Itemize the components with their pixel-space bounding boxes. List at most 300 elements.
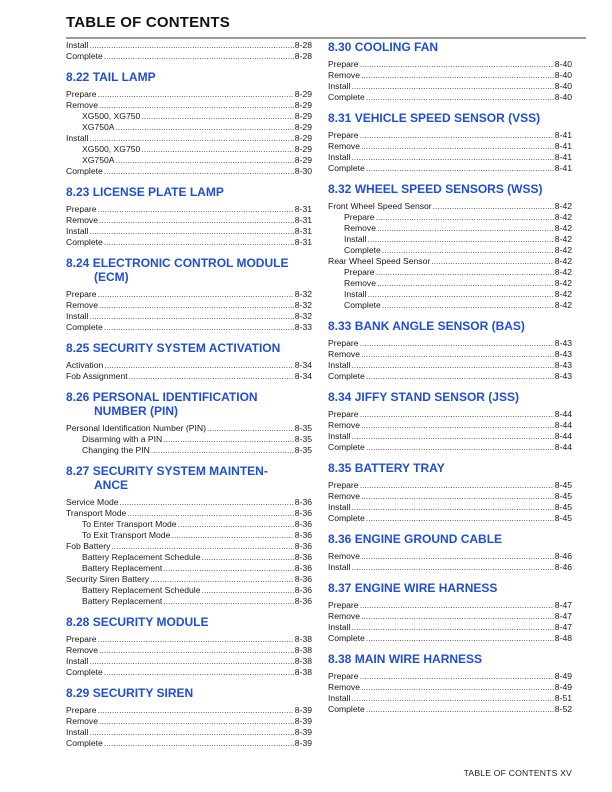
toc-entry-label: Complete bbox=[328, 92, 365, 102]
section-heading[interactable] bbox=[328, 532, 572, 546]
leader-dots bbox=[116, 122, 294, 133]
leader-dots bbox=[104, 322, 294, 333]
toc-entry[interactable] bbox=[66, 445, 312, 456]
leader-dots bbox=[99, 100, 294, 111]
toc-left-column bbox=[66, 40, 312, 749]
toc-entry[interactable] bbox=[66, 508, 312, 519]
toc-entry-page: 8-38 bbox=[294, 645, 312, 655]
toc-entry[interactable] bbox=[66, 155, 312, 166]
section-heading[interactable] bbox=[328, 652, 572, 666]
toc-entry-label: Prepare bbox=[344, 267, 375, 277]
toc-entry-page: 8-44 bbox=[554, 409, 572, 419]
toc-entry-label: XG750A bbox=[82, 122, 115, 132]
toc-entry[interactable] bbox=[66, 656, 312, 667]
leader-dots bbox=[104, 237, 294, 248]
toc-entry-page: 8-36 bbox=[294, 552, 312, 562]
section-title: SECURITY SIREN bbox=[92, 686, 194, 700]
title-divider bbox=[66, 37, 586, 39]
toc-entry-label: Security Siren Battery bbox=[66, 574, 150, 584]
leader-dots bbox=[98, 289, 294, 300]
section-heading[interactable] bbox=[66, 686, 312, 700]
toc-entry[interactable] bbox=[328, 152, 572, 163]
leader-dots bbox=[366, 442, 554, 453]
toc-entry-page: 8-31 bbox=[294, 215, 312, 225]
leader-dots bbox=[163, 563, 294, 574]
toc-entry-label: Activation bbox=[66, 360, 104, 370]
toc-entry[interactable] bbox=[66, 133, 312, 144]
toc-entry-label: Battery Replacement Schedule bbox=[82, 585, 201, 595]
leader-dots bbox=[367, 234, 553, 245]
section-title: WHEEL SPEED SENSORS (WSS) bbox=[354, 182, 543, 196]
toc-entry[interactable] bbox=[66, 371, 312, 382]
leader-dots bbox=[129, 371, 294, 382]
leader-dots bbox=[89, 40, 293, 51]
toc-entry-page: 8-34 bbox=[294, 371, 312, 381]
toc-entry-label: Rear Wheel Speed Sensor bbox=[328, 256, 431, 266]
toc-entry[interactable] bbox=[328, 70, 572, 81]
toc-entry-label: Install bbox=[328, 360, 351, 370]
toc-entry-label: Prepare bbox=[66, 89, 97, 99]
toc-entry-page: 8-39 bbox=[294, 716, 312, 726]
section-number: 8.28 bbox=[66, 615, 90, 629]
toc-entry[interactable] bbox=[66, 667, 312, 678]
toc-entry-page: 8-41 bbox=[554, 152, 572, 162]
toc-entry-page: 8-34 bbox=[294, 360, 312, 370]
toc-entry[interactable] bbox=[66, 226, 312, 237]
page-title: TABLE OF CONTENTS bbox=[66, 14, 230, 31]
toc-entry[interactable] bbox=[328, 622, 572, 633]
toc-section bbox=[66, 390, 312, 456]
section-title: PERSONAL IDENTIFICATION bbox=[92, 390, 258, 404]
toc-entry-label: Remove bbox=[328, 70, 360, 80]
toc-entry-label: Remove bbox=[344, 278, 376, 288]
toc-section bbox=[66, 70, 312, 177]
toc-entry-page: 8-44 bbox=[554, 442, 572, 452]
toc-entry-label: Install bbox=[66, 226, 89, 236]
toc-entry-page: 8-42 bbox=[554, 223, 572, 233]
toc-entry-page: 8-29 bbox=[294, 111, 312, 121]
toc-entry-page: 8-36 bbox=[294, 519, 312, 529]
toc-entry-label: XG750A bbox=[82, 155, 115, 165]
toc-entry[interactable] bbox=[328, 267, 572, 278]
toc-entry-label: Prepare bbox=[328, 480, 359, 490]
section-heading[interactable] bbox=[66, 464, 312, 492]
leader-dots bbox=[351, 622, 553, 633]
toc-entry[interactable] bbox=[66, 634, 312, 645]
toc-entry-label: Complete bbox=[328, 633, 365, 643]
toc-entry-label: Install bbox=[328, 622, 351, 632]
toc-entry-page: 8-43 bbox=[554, 338, 572, 348]
leader-dots bbox=[376, 212, 554, 223]
toc-entry-page: 8-42 bbox=[554, 201, 572, 211]
toc-section bbox=[328, 581, 572, 644]
toc-entry-label: Install bbox=[328, 431, 351, 441]
toc-entry[interactable] bbox=[328, 349, 572, 360]
toc-entry[interactable] bbox=[328, 141, 572, 152]
toc-entry-label: Remove bbox=[66, 645, 98, 655]
toc-entry-page: 8-36 bbox=[294, 541, 312, 551]
leader-dots bbox=[111, 541, 293, 552]
toc-entry[interactable] bbox=[66, 574, 312, 585]
toc-entry[interactable] bbox=[328, 633, 572, 644]
toc-entry[interactable] bbox=[328, 409, 572, 420]
leader-dots bbox=[141, 144, 294, 155]
toc-entry-label: Front Wheel Speed Sensor bbox=[328, 201, 432, 211]
toc-entry-page: 8-36 bbox=[294, 596, 312, 606]
toc-entry-label: Transport Mode bbox=[66, 508, 127, 518]
leader-dots bbox=[207, 423, 294, 434]
toc-entry-label: Prepare bbox=[328, 600, 359, 610]
toc-entry-page: 8-52 bbox=[554, 704, 572, 714]
section-title: ENGINE GROUND CABLE bbox=[354, 532, 503, 546]
leader-dots bbox=[99, 645, 294, 656]
section-heading[interactable] bbox=[66, 70, 312, 84]
section-number: 8.34 bbox=[328, 390, 352, 404]
section-title: ELECTRONIC CONTROL MODULE bbox=[92, 256, 289, 270]
toc-entry-page: 8-47 bbox=[554, 611, 572, 621]
leader-dots bbox=[360, 671, 554, 682]
toc-entry-page: 8-44 bbox=[554, 431, 572, 441]
section-number: 8.22 bbox=[66, 70, 90, 84]
toc-entry[interactable] bbox=[66, 434, 312, 445]
leader-dots bbox=[98, 89, 294, 100]
toc-entry-page: 8-39 bbox=[294, 727, 312, 737]
toc-entry[interactable] bbox=[328, 491, 572, 502]
toc-entry[interactable] bbox=[66, 519, 312, 530]
toc-entry-label: Remove bbox=[66, 215, 98, 225]
toc-entry[interactable] bbox=[66, 166, 312, 177]
leader-dots bbox=[98, 705, 294, 716]
leader-dots bbox=[361, 70, 554, 81]
toc-entry[interactable] bbox=[66, 111, 312, 122]
section-heading[interactable] bbox=[328, 40, 572, 54]
toc-entry[interactable] bbox=[66, 585, 312, 596]
toc-entry[interactable] bbox=[328, 234, 572, 245]
toc-entry-page: 8-29 bbox=[294, 89, 312, 99]
toc-entry[interactable] bbox=[66, 530, 312, 541]
toc-entry[interactable] bbox=[66, 215, 312, 226]
leader-dots bbox=[360, 480, 554, 491]
toc-section bbox=[66, 464, 312, 607]
toc-entry-page: 8-40 bbox=[554, 81, 572, 91]
leader-dots bbox=[127, 508, 293, 519]
leader-dots bbox=[366, 163, 554, 174]
toc-entry-page: 8-39 bbox=[294, 738, 312, 748]
toc-entry-label: Remove bbox=[328, 611, 360, 621]
toc-entry-label: Complete bbox=[66, 51, 103, 61]
toc-entry-page: 8-36 bbox=[294, 530, 312, 540]
toc-entry-label: Complete bbox=[328, 163, 365, 173]
toc-entry-page: 8-36 bbox=[294, 563, 312, 573]
toc-entry-page: 8-28 bbox=[294, 51, 312, 61]
toc-entry-label: Remove bbox=[328, 349, 360, 359]
toc-entry[interactable] bbox=[66, 423, 312, 434]
section-number: 8.30 bbox=[328, 40, 352, 54]
toc-entry[interactable] bbox=[328, 480, 572, 491]
leader-dots bbox=[366, 92, 554, 103]
toc-entry-label: Remove bbox=[66, 716, 98, 726]
toc-entry[interactable] bbox=[328, 431, 572, 442]
toc-entry[interactable] bbox=[328, 502, 572, 513]
toc-entry-page: 8-31 bbox=[294, 204, 312, 214]
toc-entry-page: 8-42 bbox=[554, 245, 572, 255]
leader-dots bbox=[104, 360, 294, 371]
leader-dots bbox=[99, 716, 294, 727]
toc-entry[interactable] bbox=[328, 600, 572, 611]
toc-entry-label: Complete bbox=[66, 738, 103, 748]
toc-entry[interactable] bbox=[328, 130, 572, 141]
toc-entry-label: Install bbox=[66, 727, 89, 737]
toc-entry[interactable] bbox=[66, 237, 312, 248]
section-title: MAIN WIRE HARNESS bbox=[354, 652, 483, 666]
section-heading[interactable] bbox=[328, 581, 572, 595]
toc-entry[interactable] bbox=[328, 278, 572, 289]
section-title: JIFFY STAND SENSOR (JSS) bbox=[354, 390, 519, 404]
toc-entry[interactable] bbox=[328, 300, 572, 311]
toc-entry-page: 8-44 bbox=[554, 420, 572, 430]
toc-entry[interactable] bbox=[328, 360, 572, 371]
toc-section bbox=[328, 319, 572, 382]
leader-dots bbox=[163, 434, 294, 445]
toc-entry-page: 8-41 bbox=[554, 163, 572, 173]
toc-entry-page: 8-38 bbox=[294, 656, 312, 666]
toc-entry[interactable] bbox=[66, 204, 312, 215]
section-number: 8.26 bbox=[66, 390, 90, 404]
leader-dots bbox=[201, 585, 293, 596]
toc-entry[interactable] bbox=[328, 551, 572, 562]
toc-entry[interactable] bbox=[328, 513, 572, 524]
toc-entry[interactable] bbox=[328, 256, 572, 267]
toc-entry-label: Remove bbox=[328, 682, 360, 692]
leader-dots bbox=[351, 693, 553, 704]
toc-section bbox=[328, 182, 572, 311]
leader-dots bbox=[361, 491, 554, 502]
toc-entry[interactable] bbox=[328, 671, 572, 682]
section-heading[interactable] bbox=[66, 185, 312, 199]
toc-entry-page: 8-39 bbox=[294, 705, 312, 715]
toc-entry-page: 8-35 bbox=[294, 423, 312, 433]
toc-entry-page: 8-45 bbox=[554, 513, 572, 523]
toc-entry[interactable] bbox=[328, 81, 572, 92]
toc-entry[interactable] bbox=[66, 289, 312, 300]
section-number: 8.25 bbox=[66, 341, 90, 355]
toc-entry-label: Prepare bbox=[344, 212, 375, 222]
toc-entry-label: Install bbox=[328, 81, 351, 91]
leader-dots bbox=[377, 223, 554, 234]
toc-entry-label: Prepare bbox=[328, 671, 359, 681]
leader-dots bbox=[366, 371, 554, 382]
section-number: 8.33 bbox=[328, 319, 352, 333]
toc-entry[interactable] bbox=[328, 245, 572, 256]
leader-dots bbox=[201, 552, 293, 563]
toc-entry[interactable] bbox=[328, 693, 572, 704]
toc-entry-page: 8-42 bbox=[554, 256, 572, 266]
section-title: BANK ANGLE SENSOR (BAS) bbox=[354, 319, 525, 333]
section-heading[interactable] bbox=[66, 615, 312, 629]
toc-entry[interactable] bbox=[66, 596, 312, 607]
leader-dots bbox=[366, 513, 554, 524]
toc-entry[interactable] bbox=[328, 338, 572, 349]
leader-dots bbox=[89, 727, 293, 738]
section-heading[interactable] bbox=[328, 182, 572, 196]
toc-entry-page: 8-35 bbox=[294, 445, 312, 455]
section-heading[interactable] bbox=[66, 256, 312, 284]
toc-entry[interactable] bbox=[328, 223, 572, 234]
toc-entry[interactable] bbox=[66, 705, 312, 716]
leader-dots bbox=[151, 445, 294, 456]
leader-dots bbox=[377, 278, 554, 289]
toc-entry[interactable] bbox=[328, 562, 572, 573]
toc-entry-page: 8-42 bbox=[554, 212, 572, 222]
toc-entry[interactable] bbox=[66, 563, 312, 574]
section-heading[interactable] bbox=[328, 319, 572, 333]
leader-dots bbox=[360, 59, 554, 70]
toc-entry-label: Install bbox=[328, 693, 351, 703]
toc-section bbox=[66, 615, 312, 678]
toc-entry-page: 8-41 bbox=[554, 130, 572, 140]
toc-section bbox=[328, 532, 572, 573]
section-number: 8.31 bbox=[328, 111, 352, 125]
toc-entry-page: 8-40 bbox=[554, 59, 572, 69]
toc-entry[interactable] bbox=[66, 541, 312, 552]
section-title-continued: ANCE bbox=[94, 478, 129, 492]
toc-entry[interactable] bbox=[66, 360, 312, 371]
section-heading[interactable] bbox=[328, 111, 572, 125]
toc-entry-label: Install bbox=[66, 133, 89, 143]
toc-entry-page: 8-49 bbox=[554, 671, 572, 681]
toc-entry-page: 8-32 bbox=[294, 300, 312, 310]
leader-dots bbox=[351, 81, 553, 92]
leader-dots bbox=[150, 574, 294, 585]
toc-entry[interactable] bbox=[328, 212, 572, 223]
toc-entry-page: 8-31 bbox=[294, 237, 312, 247]
toc-section bbox=[328, 652, 572, 715]
leader-dots bbox=[104, 51, 294, 62]
toc-entry-label: Battery Replacement Schedule bbox=[82, 552, 201, 562]
toc-entry-label: Personal Identification Number (PIN) bbox=[66, 423, 206, 433]
toc-entry-page: 8-45 bbox=[554, 480, 572, 490]
toc-entry[interactable] bbox=[328, 420, 572, 431]
toc-entry-page: 8-40 bbox=[554, 92, 572, 102]
toc-entry[interactable] bbox=[66, 100, 312, 111]
toc-entry[interactable] bbox=[328, 201, 572, 212]
section-heading[interactable] bbox=[66, 341, 312, 355]
toc-entry-label: Fob Battery bbox=[66, 541, 111, 551]
toc-entry-label: Complete bbox=[344, 245, 381, 255]
toc-entry-label: Install bbox=[344, 234, 367, 244]
toc-entry-page: 8-40 bbox=[554, 70, 572, 80]
toc-entry-page: 8-45 bbox=[554, 491, 572, 501]
toc-section bbox=[66, 341, 312, 382]
toc-entry[interactable] bbox=[328, 163, 572, 174]
toc-entry-page: 8-51 bbox=[554, 693, 572, 703]
toc-entry[interactable] bbox=[66, 727, 312, 738]
toc-entry[interactable] bbox=[328, 59, 572, 70]
toc-entry[interactable] bbox=[328, 611, 572, 622]
toc-section bbox=[328, 40, 572, 103]
toc-entry[interactable] bbox=[66, 497, 312, 508]
toc-entry-page: 8-36 bbox=[294, 585, 312, 595]
leader-dots bbox=[351, 360, 553, 371]
leader-dots bbox=[361, 682, 554, 693]
leader-dots bbox=[98, 634, 294, 645]
section-title: BATTERY TRAY bbox=[354, 461, 445, 475]
toc-entry[interactable] bbox=[328, 682, 572, 693]
toc-entry-page: 8-41 bbox=[554, 141, 572, 151]
toc-entry-page: 8-42 bbox=[554, 267, 572, 277]
toc-entry[interactable] bbox=[328, 92, 572, 103]
section-number: 8.37 bbox=[328, 581, 352, 595]
section-title: SECURITY MODULE bbox=[92, 615, 209, 629]
toc-entry-page: 8-43 bbox=[554, 349, 572, 359]
section-title-continued: (ECM) bbox=[94, 270, 129, 284]
leader-dots bbox=[360, 130, 554, 141]
section-heading[interactable] bbox=[328, 461, 572, 475]
toc-entry[interactable] bbox=[66, 40, 312, 51]
toc-entry-page: 8-42 bbox=[554, 278, 572, 288]
toc-entry-page: 8-29 bbox=[294, 122, 312, 132]
toc-entry-page: 8-46 bbox=[554, 551, 572, 561]
toc-entry[interactable] bbox=[66, 716, 312, 727]
toc-entry-label: XG500, XG750 bbox=[82, 111, 141, 121]
toc-entry-label: Remove bbox=[328, 141, 360, 151]
leader-dots bbox=[361, 349, 554, 360]
toc-entry-label: Complete bbox=[66, 667, 103, 677]
toc-entry-page: 8-43 bbox=[554, 371, 572, 381]
toc-entry-label: Remove bbox=[328, 491, 360, 501]
toc-entry[interactable] bbox=[66, 300, 312, 311]
toc-entry-label: Prepare bbox=[328, 409, 359, 419]
section-number: 8.38 bbox=[328, 652, 352, 666]
toc-entry[interactable] bbox=[328, 704, 572, 715]
toc-entry-page: 8-29 bbox=[294, 100, 312, 110]
toc-entry[interactable] bbox=[328, 442, 572, 453]
leader-dots bbox=[89, 133, 293, 144]
toc-entry[interactable] bbox=[66, 51, 312, 62]
section-heading[interactable] bbox=[66, 390, 312, 418]
toc-entry[interactable] bbox=[66, 552, 312, 563]
toc-entry-label: Changing the PIN bbox=[82, 445, 150, 455]
toc-entry-label: Complete bbox=[66, 166, 103, 176]
toc-entry[interactable] bbox=[66, 322, 312, 333]
toc-entry-label: To Enter Transport Mode bbox=[82, 519, 177, 529]
toc-entry[interactable] bbox=[66, 311, 312, 322]
leader-dots bbox=[89, 226, 293, 237]
toc-entry-page: 8-31 bbox=[294, 226, 312, 236]
toc-entry-page: 8-46 bbox=[554, 562, 572, 572]
section-number: 8.23 bbox=[66, 185, 90, 199]
toc-entry[interactable] bbox=[66, 645, 312, 656]
toc-entry-label: Remove bbox=[66, 300, 98, 310]
toc-entry-label: Prepare bbox=[66, 289, 97, 299]
toc-entry[interactable] bbox=[66, 122, 312, 133]
toc-right-column bbox=[328, 40, 572, 715]
toc-entry-page: 8-32 bbox=[294, 311, 312, 321]
leader-dots bbox=[360, 409, 554, 420]
toc-entry-label: Remove bbox=[328, 420, 360, 430]
toc-entry-label: Install bbox=[328, 152, 351, 162]
leader-dots bbox=[360, 338, 554, 349]
toc-entry[interactable] bbox=[328, 371, 572, 382]
toc-entry[interactable] bbox=[66, 144, 312, 155]
section-heading[interactable] bbox=[328, 390, 572, 404]
toc-entry[interactable] bbox=[66, 89, 312, 100]
leader-dots bbox=[120, 497, 294, 508]
toc-entry[interactable] bbox=[328, 289, 572, 300]
toc-entry-label: Prepare bbox=[328, 130, 359, 140]
toc-entry[interactable] bbox=[66, 738, 312, 749]
toc-entry-label: Complete bbox=[66, 237, 103, 247]
